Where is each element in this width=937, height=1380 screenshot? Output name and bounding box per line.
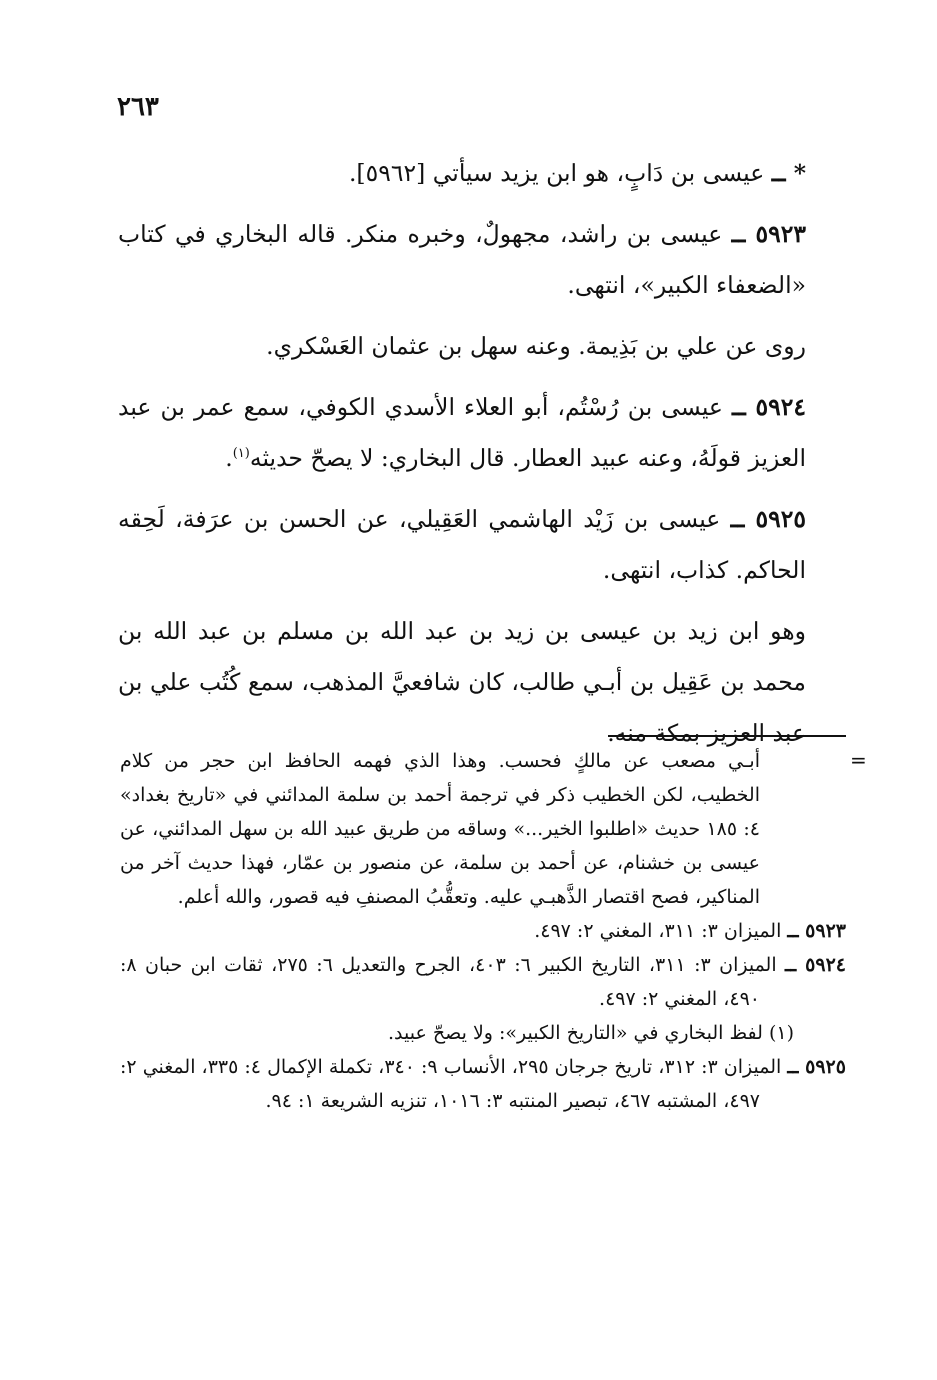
page-number: ٢٦٣	[117, 92, 159, 122]
entry-narration	[118, 321, 846, 372]
entry-number: ٥٩٢٤ ــ	[731, 393, 807, 421]
footnote-divider	[608, 735, 846, 737]
source-number: ٥٩٢٥ ــ	[787, 1056, 846, 1078]
entry-5925	[118, 494, 846, 596]
source-text: الميزان ٣: ٣١٢، تاريخ جرجان ٢٩٥، الأنساب ٩: ٣٤٠، تكملة الإكمال ٤: ٣٣٥، المغني ٢: ٤٩٧، المشتبه ٤٦٧، تبصير المنتبه ٣: ١٠١٦، تنزيه الشريعة ١: ٩٤.	[120, 1056, 788, 1112]
entry-5924	[118, 382, 846, 484]
entry-text: عيسى بن دَابٍ، هو ابن يزيد سيأتي [٥٩٦٢].	[348, 159, 772, 187]
source-number: ٥٩٢٣ ــ	[787, 920, 846, 942]
footnote-1	[120, 1016, 846, 1050]
entry-text: وهو ابن زيد بن عيسى بن زيد بن عبد الله بن مسلم بن عبد الله بن محمد بن عَقِيل بن أبـي طالب، كان شافعيَّ المذهب، سمع كُتُب علي بن عبد العزيز بمكة منه.	[118, 617, 806, 747]
entry-tail: .	[225, 444, 233, 472]
entry-isa-ibn-dab	[118, 148, 846, 199]
entry-number: ٥٩٢٥ ــ	[730, 505, 807, 533]
footnote-ref: (١)	[232, 446, 250, 462]
footnote-text: لفظ البخاري في «التاريخ الكبير»: ولا يصحّ عبيد.	[388, 1022, 769, 1044]
source-note-5923	[120, 914, 846, 948]
entry-number: ٥٩٢٣ ــ	[731, 220, 806, 248]
source-number: ٥٩٢٤ ــ	[785, 954, 846, 976]
continuation-mark: =	[850, 748, 867, 772]
source-text: الميزان ٣: ٣١١، المغني ٢: ٤٩٧.	[534, 920, 788, 942]
entry-5923	[118, 209, 846, 311]
footnote-continuation: أبـي مصعب عن مالكٍ فحسب. وهذا الذي فهمه الحافظ ابن حجر من كلام الخطيب، لكن الخطيب ذكر في ترجمة أحمد بن سلمة المدائني في «تاريخ بغداد» ٤: ١٨٥ حديث «اطلبوا الخير...» وساقه من طريق عبيد الله بن سهل المدائني، عن عيسى بن خشنام، عن أحمد بن سلمة، عن منصور بن عمّار، فهذا حديث آخر من المناكير، فصح اقتصار الذَّهبـي عليه. وتعقُّبُ المصنفِ فيه قصور، والله أعلم.	[120, 750, 760, 908]
entry-text: عيسى بن رُسْتُم، أبو العلاء الأسدي الكوفي، سمع عمر بن عبد العزيز قولَهُ، وعنه عبيد العطار. قال البخاري: لا يصحّ حديثه	[118, 393, 806, 472]
source-note-5924	[120, 948, 846, 1016]
source-text: الميزان ٣: ٣١١، التاريخ الكبير ٦: ٤٠٣، الجرح والتعديل ٦: ٢٧٥، ثقات ابن حبان ٨: ٤٩٠، المغني ٢: ٤٩٧.	[120, 954, 786, 1010]
source-note-5925	[120, 1050, 846, 1118]
footnote-number: (١)	[768, 1022, 794, 1044]
footnotes	[120, 744, 846, 1118]
main-text	[118, 148, 846, 769]
entry-text: عيسى بن زَيْد الهاشمي العَقِيلي، عن الحسن بن عرَفة، لَحِقه الحاكم. كذاب، انتهى.	[118, 505, 806, 584]
entry-marker: * ــ	[771, 159, 806, 187]
entry-text: عيسى بن راشد، مجهولٌ، وخبره منكر. قاله البخاري في كتاب «الضعفاء الكبير»، انتهى.	[118, 220, 806, 299]
entry-text: روى عن علي بن بَذِيمة. وعنه سهل بن عثمان العَسْكري.	[266, 332, 806, 360]
